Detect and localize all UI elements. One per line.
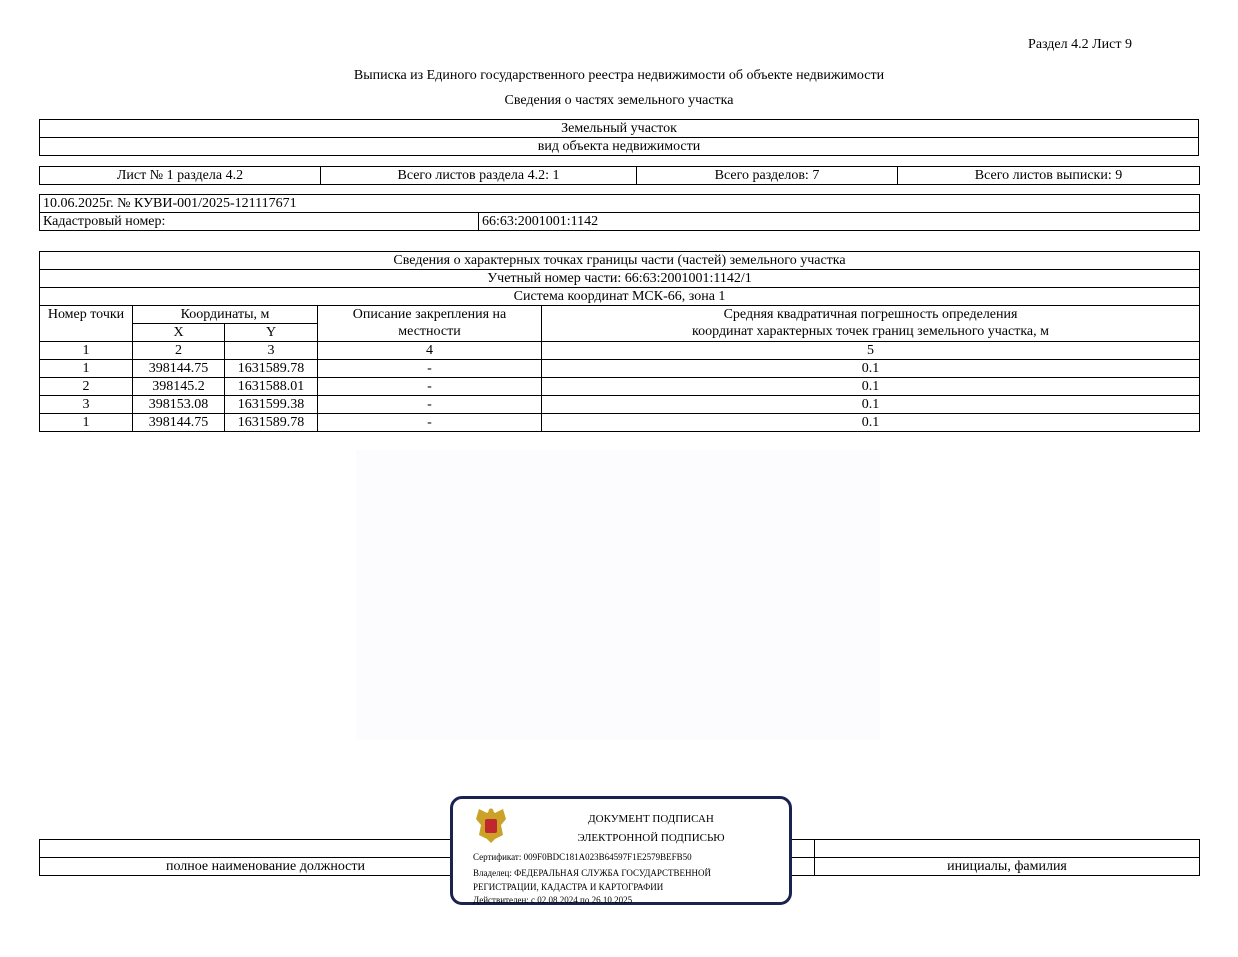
stamp-owner-line2: РЕГИСТРАЦИИ, КАДАСТРА И КАРТОГРАФИИ [473, 882, 664, 892]
date-and-number: 10.06.2025г. № КУВИ-001/2025-121117671 [40, 195, 1200, 213]
coordinate-system: Система координат МСК-66, зона 1 [40, 288, 1200, 306]
document-title: Выписка из Единого государственного реестра недвижимости об объекте недвижимости [353, 68, 885, 83]
document-subtitle: Сведения о частях земельного участка [504, 93, 734, 108]
point-number: 2 [40, 378, 133, 396]
blank-area [356, 450, 880, 740]
stamp-valid: Действителен: с 02.08.2024 по 26.10.2025 [473, 895, 633, 905]
cadastral-value: 66:63:2001001:1142 [479, 213, 1200, 231]
double-headed-eagle-emblem-icon [473, 805, 509, 845]
header-error-line1: Средняя квадратичная погрешность определения [723, 307, 1018, 322]
point-number: 1 [40, 360, 133, 378]
col-number: 3 [225, 342, 318, 360]
header-x: X [133, 324, 225, 342]
position-field [40, 840, 492, 858]
point-error: 0.1 [542, 378, 1200, 396]
col-number: 2 [133, 342, 225, 360]
table-row [40, 378, 1200, 396]
object-type-table [39, 119, 1199, 156]
col-number: 5 [542, 342, 1200, 360]
coord-y: 1631588.01 [225, 378, 318, 396]
col-number: 4 [318, 342, 542, 360]
point-description: - [318, 396, 542, 414]
header-point-number: Номер точки [40, 306, 133, 342]
name-field [815, 840, 1200, 858]
point-error: 0.1 [542, 360, 1200, 378]
col-number: 1 [40, 342, 133, 360]
document-info-table [39, 194, 1200, 231]
point-description: - [318, 360, 542, 378]
table-row [40, 360, 1200, 378]
header-description-line1: Описание закрепления на [352, 307, 507, 322]
stamp-line2: ЭЛЕКТРОННОЙ ПОДПИСЬЮ [577, 832, 725, 844]
stamp-line1: ДОКУМЕНТ ПОДПИСАН [588, 813, 714, 825]
name-caption: инициалы, фамилия [815, 858, 1200, 876]
coord-x: 398145.2 [133, 378, 225, 396]
point-description: - [318, 378, 542, 396]
boundary-points-table [39, 251, 1200, 432]
object-type-caption: вид объекта недвижимости [40, 138, 1199, 156]
electronic-signature-stamp [450, 796, 792, 905]
coord-x: 398153.08 [133, 396, 225, 414]
header-error-line2: координат характерных точек границ земельного участка, м [692, 324, 1049, 339]
section-sheet-label: Раздел 4.2 Лист 9 [1028, 37, 1132, 52]
table-row [40, 414, 1200, 432]
coord-y: 1631589.78 [225, 360, 318, 378]
point-description: - [318, 414, 542, 432]
cadastral-label: Кадастровый номер: [40, 213, 479, 231]
column-numbers-row [40, 342, 1200, 360]
coord-y: 1631589.78 [225, 414, 318, 432]
point-number: 3 [40, 396, 133, 414]
coord-x: 398144.75 [133, 414, 225, 432]
sections-total: Всего разделов: 7 [637, 167, 898, 185]
position-caption: полное наименование должности [40, 858, 492, 876]
coord-x: 398144.75 [133, 360, 225, 378]
header-description [318, 306, 542, 342]
section-sheets-total: Всего листов раздела 4.2: 1 [321, 167, 637, 185]
point-error: 0.1 [542, 414, 1200, 432]
point-error: 0.1 [542, 396, 1200, 414]
stamp-certificate: Сертификат: 009F0BDC181A023B64597F1E2579BEFB50 [473, 852, 692, 862]
sheet-info-table [39, 166, 1200, 185]
object-type: Земельный участок [40, 120, 1199, 138]
header-coordinates: Координаты, м [133, 306, 318, 324]
coord-y: 1631599.38 [225, 396, 318, 414]
table-row [40, 396, 1200, 414]
header-y: Y [225, 324, 318, 342]
header-error [542, 306, 1200, 342]
stamp-owner-line1: Владелец: ФЕДЕРАЛЬНАЯ СЛУЖБА ГОСУДАРСТВЕННОЙ [473, 868, 712, 878]
part-number: Учетный номер части: 66:63:2001001:1142/1 [40, 270, 1200, 288]
header-description-line2: местности [398, 324, 461, 339]
point-number: 1 [40, 414, 133, 432]
extract-sheets-total: Всего листов выписки: 9 [898, 167, 1200, 185]
points-table-title: Сведения о характерных точках границы части (частей) земельного участка [40, 252, 1200, 270]
sheet-number: Лист № 1 раздела 4.2 [40, 167, 321, 185]
